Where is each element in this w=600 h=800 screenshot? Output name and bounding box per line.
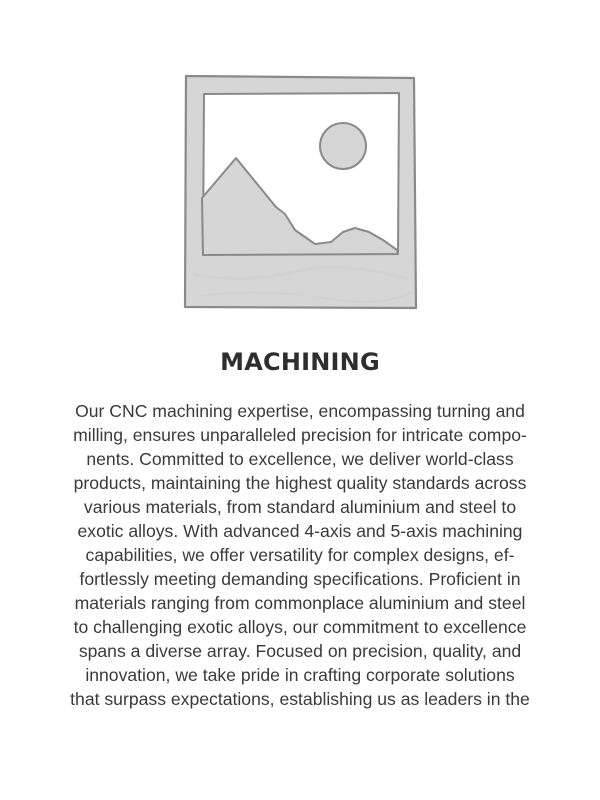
description-line: exotic alloys. With advanced 4-axis and 5-axis machining: [77, 521, 523, 541]
description-line: milling, ensures unparalleled precision for intricate compo-: [73, 425, 527, 445]
description-line: products, maintaining the highest quality standards across: [73, 473, 527, 493]
description-line: spans a diverse array. Focused on precision, quality, and: [78, 641, 522, 661]
card-description: [51, 399, 549, 711]
description-line: fortlessly meeting demanding specifications. Proficient in: [79, 569, 521, 589]
description-line: various materials, from standard aluminium and steel to: [83, 497, 517, 517]
description-line: nents. Committed to excellence, we deliver world-class: [86, 449, 514, 469]
image-placeholder: [183, 74, 419, 310]
description-line: Our CNC machining expertise, encompassing turning and: [75, 401, 525, 421]
description-line: that surpass expectations, establishing us as leaders in the: [70, 689, 530, 709]
description-line: to challenging exotic alloys, our commitment to excellence: [73, 617, 527, 637]
description-line: innovation, we take pride in crafting corporate solutions: [85, 665, 515, 685]
card-title: MACHINING: [220, 348, 380, 376]
description-line: materials ranging from commonplace aluminium and steel: [74, 593, 526, 613]
description-line: capabilities, we offer versatility for complex designs, ef-: [85, 545, 515, 565]
image-placeholder-icon: [183, 74, 419, 310]
